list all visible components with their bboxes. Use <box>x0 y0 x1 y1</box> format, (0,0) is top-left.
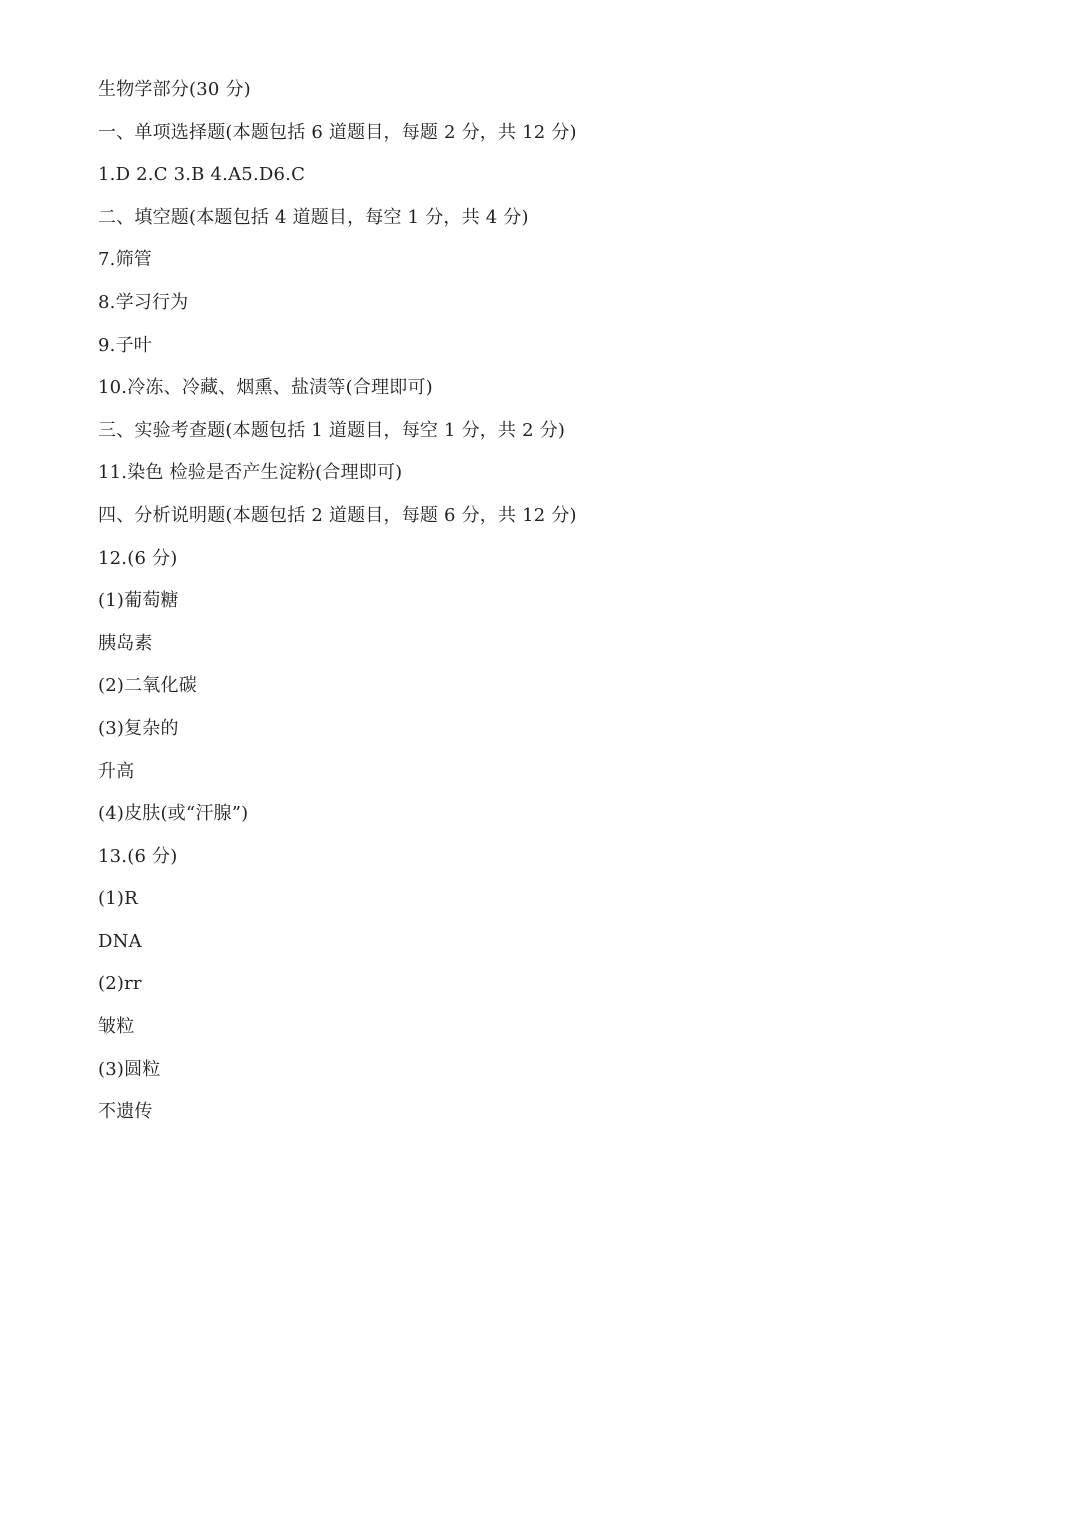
question-heading-13: 13.(6 分) <box>98 845 178 867</box>
answer-line-12-3b: 升高 <box>98 760 135 782</box>
answer-line-9: 9.子叶 <box>98 334 152 356</box>
answer-line-13-3: (3)圆粒 <box>98 1058 161 1080</box>
question-heading-12: 12.(6 分) <box>98 547 178 569</box>
answer-line-choices: 1.D 2.C 3.B 4.A5.D6.C <box>98 164 306 186</box>
answer-line-13-2b: 皱粒 <box>98 1016 135 1038</box>
answer-line-12-4: (4)皮肤(或“汗腺”) <box>98 803 249 825</box>
answer-line-12-1: (1)葡萄糖 <box>98 590 179 612</box>
answer-line-13-1: (1)R <box>98 888 138 910</box>
answer-line-8: 8.学习行为 <box>98 291 189 313</box>
answer-line-12-2: (2)二氧化碳 <box>98 675 197 697</box>
answer-line-13-2: (2)rr <box>98 973 142 995</box>
answer-line-13-3b: 不遗传 <box>98 1101 153 1123</box>
answer-line-10: 10.冷冻、冷藏、烟熏、盐渍等(合理即可) <box>98 377 433 399</box>
section-title-biology: 生物学部分(30 分) <box>98 79 251 100</box>
answer-line-11: 11.染色 检验是否产生淀粉(合理即可) <box>98 462 403 484</box>
section-heading-fill-blank: 二、填空题(本题包括 4 道题目，每空 1 分，共 4 分) <box>98 206 529 228</box>
answer-line-13-1b: DNA <box>98 930 142 952</box>
answer-line-7: 7.筛管 <box>98 249 152 271</box>
section-heading-experiment: 三、实验考查题(本题包括 1 道题目，每空 1 分，共 2 分) <box>98 419 566 441</box>
section-heading-single-choice: 一、单项选择题(本题包括 6 道题目，每题 2 分，共 12 分) <box>98 121 577 143</box>
section-heading-analysis: 四、分析说明题(本题包括 2 道题目，每题 6 分，共 12 分) <box>98 504 577 526</box>
answer-document <box>98 69 1040 1134</box>
answer-line-12-1b: 胰岛素 <box>98 632 153 654</box>
answer-line-12-3: (3)复杂的 <box>98 717 179 739</box>
